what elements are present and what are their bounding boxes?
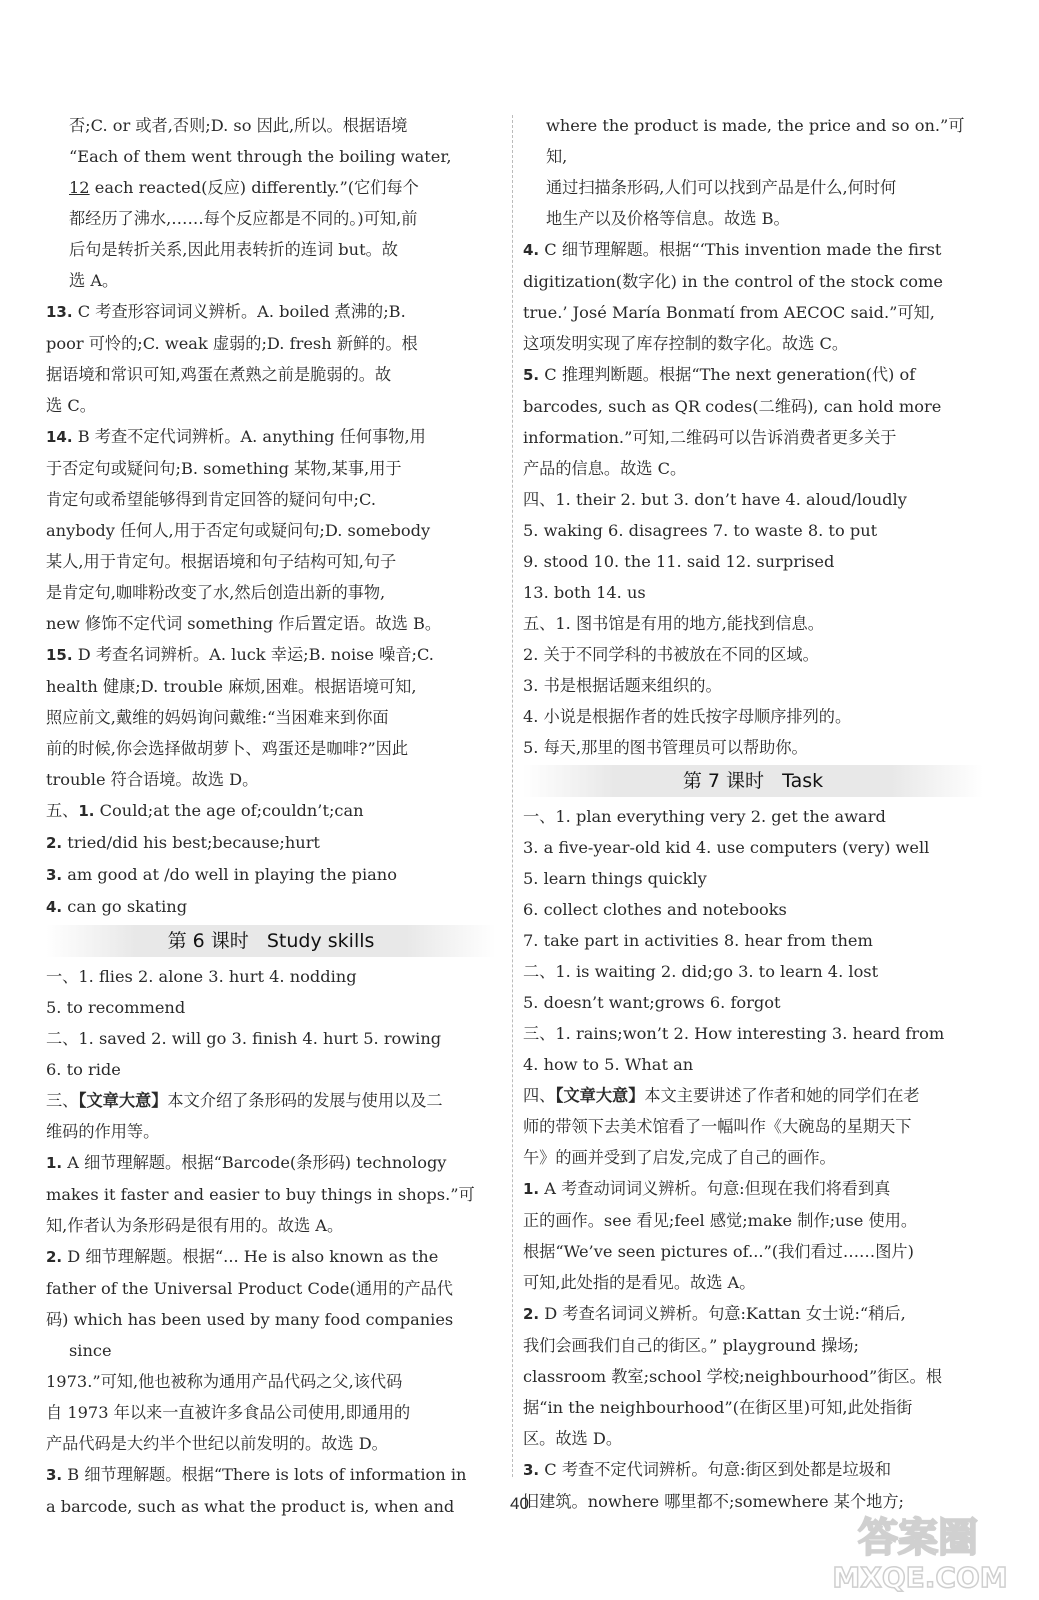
text-span: 1. saved 2. will go 3. finish 4. hurt 5. rowing: [78, 1029, 442, 1048]
text-span: C 推理判断题。根据“The next generation(代) of: [539, 365, 916, 384]
text-span: Could;at the age of;couldn’t;can: [94, 801, 364, 820]
section-heading: 四、: [523, 490, 556, 509]
summary-tag: 【文章大意】: [78, 1091, 168, 1110]
text-span: 本文主要讲述了作者和她的同学们在老: [644, 1086, 920, 1105]
task-section-3: [523, 1018, 983, 1080]
text-span: D 考查名词词义辨析。句意:Kattan 女士说:“稍后,: [539, 1304, 906, 1323]
lesson-number: 第 7 课时: [682, 770, 765, 792]
text-span: A 细节理解题。根据“Barcode(条形码) technology: [62, 1153, 447, 1172]
text-line: [69, 172, 496, 203]
section-heading: 一、: [523, 807, 556, 826]
text-line: 否;C. or 或者,否则;D. so 因此,所以。根据语境: [69, 116, 408, 135]
text-span: C 细节理解题。根据“‘This invention made the first: [539, 240, 942, 259]
answer-14: [46, 421, 496, 639]
text-line: 5. learn things quickly: [523, 869, 707, 888]
text-line: trouble 符合语境。故选 D。: [46, 770, 259, 789]
text-line: 午》的画并受到了启发,完成了自己的画作。: [523, 1148, 836, 1167]
text-line: classroom 教室;school 学校;neighbourhood”街区。根: [523, 1367, 943, 1386]
answer-15: [46, 639, 496, 795]
text-line: 6. to ride: [46, 1060, 121, 1079]
answer-continuation: [523, 110, 983, 234]
text-span: 1. rains;won’t 2. How interesting 3. heard from: [555, 1024, 945, 1043]
text-line: 通过扫描条形码,人们可以找到产品是什么,何时何: [546, 178, 897, 197]
watermark-bottom-text: MXQE.COM: [832, 1561, 1008, 1593]
question-number: 1.: [523, 1180, 540, 1198]
task-answer-2: [523, 1298, 983, 1454]
text-line: barcodes, such as QR codes(二维码), can hold more: [523, 397, 942, 416]
text-span: 本文介绍了条形码的发展与使用以及二: [167, 1091, 443, 1110]
text-line: 照应前文,戴维的妈妈询问戴维:“当困难来到你面: [46, 708, 389, 727]
text-line: “Each of them went through the boiling water,: [69, 147, 452, 166]
text-span: 1. flies 2. alone 3. hurt 4. nodding: [78, 967, 357, 986]
answer-2: [46, 1241, 496, 1459]
question-number: 3.: [46, 1466, 63, 1484]
text-line: health 健康;D. trouble 麻烦,困难。根据语境可知,: [46, 677, 417, 696]
text-line: 知,作者认为条形码是很有用的。故选 A。: [46, 1216, 344, 1235]
lesson-7-banner: [523, 765, 983, 797]
text-span: each reacted(反应) differently.”(它们每个: [89, 178, 419, 197]
text-line: poor 可怜的;C. weak 虚弱的;D. fresh 新鲜的。根: [46, 334, 418, 353]
text-line: 我们会画我们自己的街区。” playground 操场;: [523, 1336, 859, 1355]
text-line: 9. stood 10. the 11. said 12. surprised: [523, 552, 835, 571]
text-line: 选 A。: [69, 271, 119, 290]
text-line: 自 1973 年以来一直被许多食品公司使用,即通用的: [46, 1403, 411, 1422]
text-span: am good at /do well in playing the piano: [62, 865, 397, 884]
text-line: 3. a five-year-old kid 4. use computers (very) well: [523, 838, 930, 857]
text-line: new 修饰不定代词 something 作后置定语。故选 B。: [46, 614, 442, 633]
text-line: 6. collect clothes and notebooks: [523, 900, 787, 919]
text-span: A 考查动词词义辨析。句意:但现在我们将看到真: [539, 1179, 891, 1198]
text-line: 选 C。: [46, 396, 96, 415]
text-line: 后句是转折关系,因此用表转折的连词 but。故: [69, 240, 398, 259]
lesson-title: Task: [782, 770, 824, 792]
text-span: D 细节理解题。根据“... He is also known as the: [62, 1247, 439, 1266]
question-number: 14.: [46, 428, 73, 446]
text-line: information.”可知,二维码可以告诉消费者更多关于: [523, 428, 897, 447]
text-line: 前的时候,你会选择做胡萝卜、鸡蛋还是咖啡?”因此: [46, 739, 409, 758]
column-divider: [512, 115, 513, 1477]
right-column: [523, 110, 983, 1517]
text-line: digitization(数字化) in the control of the stock come: [523, 272, 943, 291]
text-line: 旧建筑。nowhere 哪里都不;somewhere 某个地方;: [523, 1492, 904, 1511]
answer-5: [523, 359, 983, 484]
blank-number: 12: [69, 178, 90, 197]
section-heading: 二、: [46, 1029, 79, 1048]
text-line: 7. take part in activities 8. hear from them: [523, 931, 873, 950]
item-number: 1.: [78, 802, 95, 820]
text-line: 是肯定句,咖啡粉改变了水,然后创造出新的事物,: [46, 583, 386, 602]
answer-continuation: [46, 110, 496, 296]
text-line: 2. 关于不同学科的书被放在不同的区域。: [523, 645, 819, 664]
section-heading: 二、: [523, 962, 556, 981]
question-number: 4.: [523, 241, 540, 259]
question-number: 5.: [523, 366, 540, 384]
section-heading: 三、: [46, 1091, 79, 1110]
text-line: where the product is made, the price and so on.”可知,: [546, 116, 965, 166]
answer-13: [46, 296, 496, 421]
text-line: 5. waking 6. disagrees 7. to waste 8. to put: [523, 521, 878, 540]
left-column: [46, 110, 496, 1522]
item-number: 2.: [46, 834, 63, 852]
section-3: [46, 1085, 496, 1147]
section-heading: 五、: [46, 801, 79, 820]
text-span: tried/did his best;because;hurt: [62, 833, 320, 852]
section-2: [46, 1023, 496, 1085]
text-line: 1973.”可知,他也被称为通用产品代码之父,该代码: [46, 1372, 403, 1391]
question-number: 2.: [523, 1305, 540, 1323]
section-heading: 三、: [523, 1024, 556, 1043]
section-1: [46, 961, 496, 1023]
task-section-2: [523, 956, 983, 1018]
text-line: father of the Universal Product Code(通用的产品代: [46, 1279, 453, 1298]
question-number: 13.: [46, 303, 73, 321]
text-line: 地生产以及价格等信息。故选 B。: [546, 209, 790, 228]
text-line: a barcode, such as what the product is, when and: [46, 1497, 455, 1516]
section-heading: 一、: [46, 967, 79, 986]
item-number: 4.: [46, 898, 63, 916]
text-line: 可知,此处指的是看见。故选 A。: [523, 1273, 756, 1292]
text-line: makes it faster and easier to buy things in shops.”可: [46, 1185, 475, 1204]
text-line: 某人,用于肯定句。根据语境和句子结构可知,句子: [46, 552, 397, 571]
text-span: C 考查不定代词辨析。句意:街区到处都是垃圾和: [539, 1460, 892, 1479]
question-number: 1.: [46, 1154, 63, 1172]
text-span: B 细节理解题。根据“There is lots of information in: [62, 1465, 467, 1484]
question-number: 2.: [46, 1248, 63, 1266]
lesson-title: Study skills: [266, 930, 375, 952]
text-line: true.’ José María Bonmatí from AECOC said.”可知,: [523, 303, 935, 322]
text-line: 这项发明实现了库存控制的数字化。故选 C。: [523, 334, 849, 353]
text-line: 都经历了沸水,……每个反应都是不同的。)可知,前: [69, 209, 418, 228]
text-line: 3. 书是根据话题来组织的。: [523, 676, 722, 695]
text-line: 据“in the neighbourhood”(在街区里)可知,此处指街: [523, 1398, 913, 1417]
text-line: 13. both 14. us: [523, 583, 646, 602]
text-line: 于否定句或疑问句;B. something 某物,某事,用于: [46, 459, 402, 478]
summary-tag: 【文章大意】: [555, 1086, 645, 1105]
text-span: 1. is waiting 2. did;go 3. to learn 4. lost: [555, 962, 879, 981]
page-number: 40: [510, 1494, 529, 1513]
text-line: 4. how to 5. What an: [523, 1055, 694, 1074]
item-number: 3.: [46, 866, 63, 884]
text-line: 5. 每天,那里的图书管理员可以帮助你。: [523, 738, 808, 757]
text-line: 据语境和常识可知,鸡蛋在煮熟之前是脆弱的。故: [46, 365, 392, 384]
lesson-number: 第 6 课时: [167, 930, 249, 952]
task-answer-1: [523, 1173, 983, 1298]
text-line: anybody 任何人,用于否定句或疑问句;D. somebody: [46, 521, 431, 540]
lesson-6-banner: [46, 925, 496, 957]
text-line: 肯定句或希望能够得到肯定回答的疑问句中;C.: [46, 490, 376, 509]
question-number: 3.: [523, 1461, 540, 1479]
text-line: 5. doesn’t want;grows 6. forgot: [523, 993, 781, 1012]
text-span: C 考查形容词词义辨析。A. boiled 煮沸的;B.: [72, 302, 406, 321]
section-5: [46, 795, 496, 923]
section-heading: 四、: [523, 1086, 556, 1105]
text-span: B 考查不定代词辨析。A. anything 任何事物,用: [72, 427, 426, 446]
text-line: 产品代码是大约半个世纪以前发明的。故选 D。: [46, 1434, 388, 1453]
answer-1: [46, 1147, 496, 1241]
text-line: 4. 小说是根据作者的姓氏按字母顺序排列的。: [523, 707, 852, 726]
task-section-4: [523, 1080, 983, 1173]
text-line: 产品的信息。故选 C。: [523, 459, 687, 478]
text-line: 师的带领下去美术馆看了一幅叫作《大碗岛的星期天下: [523, 1117, 912, 1136]
section-4: [523, 484, 983, 608]
text-span: can go skating: [62, 897, 188, 916]
section-5-right: [523, 608, 983, 763]
answer-4: [523, 234, 983, 359]
text-span: 1. plan everything very 2. get the award: [555, 807, 886, 826]
text-span: D 考查名词辨析。A. luck 幸运;B. noise 噪音;C.: [72, 645, 434, 664]
text-line: 根据“We’ve seen pictures of...”(我们看过……图片): [523, 1242, 914, 1261]
text-line: 维码的作用等。: [46, 1122, 160, 1141]
text-span: 1. their 2. but 3. don’t have 4. aloud/loudly: [555, 490, 907, 509]
watermark-logo: [818, 1507, 1023, 1593]
text-span: 1. 图书馆是有用的地方,能找到信息。: [555, 614, 824, 633]
text-line: 区。故选 D。: [523, 1429, 623, 1448]
watermark-top-text: 答案圈: [858, 1515, 978, 1561]
text-line: 正的画作。see 看见;feel 感觉;make 制作;use 使用。: [523, 1211, 918, 1230]
question-number: 15.: [46, 646, 73, 664]
text-line: 码) which has been used by many food companies since: [46, 1310, 454, 1360]
section-heading: 五、: [523, 614, 556, 633]
text-line: 5. to recommend: [46, 998, 186, 1017]
task-section-1: [523, 801, 983, 956]
